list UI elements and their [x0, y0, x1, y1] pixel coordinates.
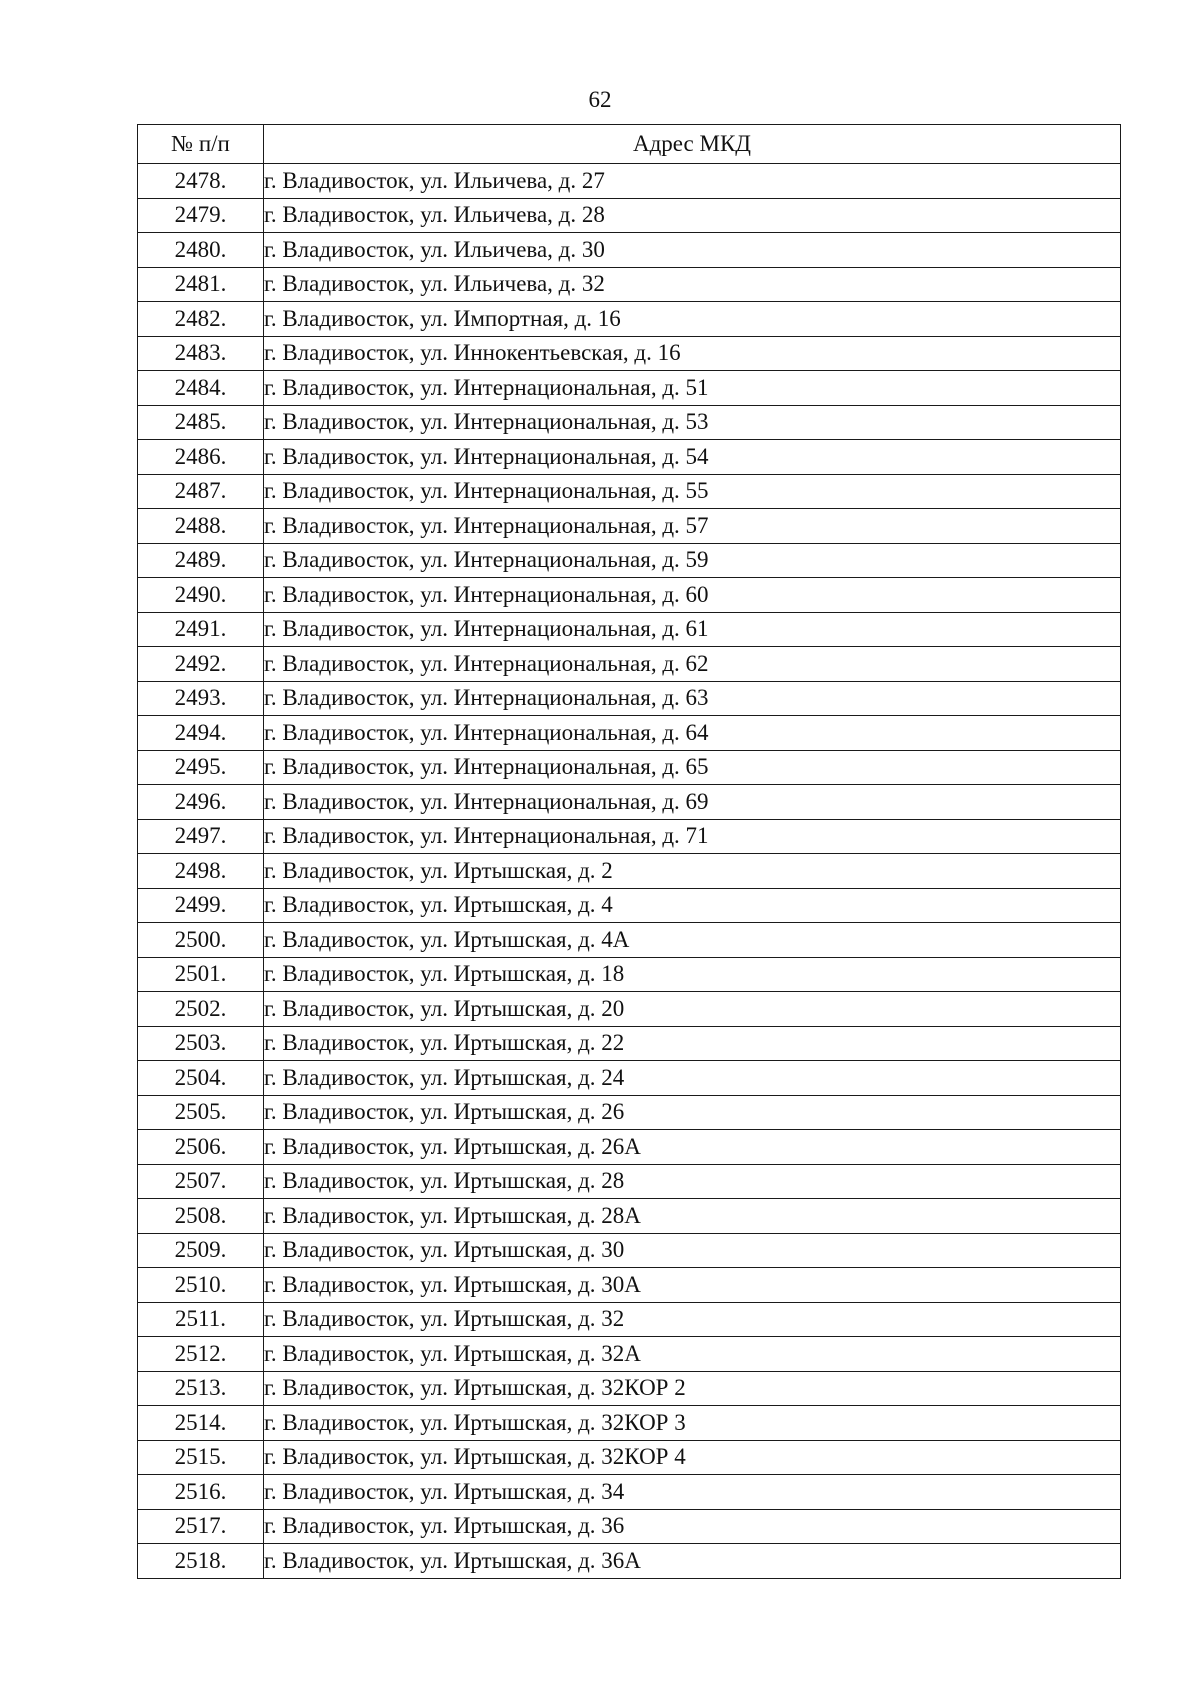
- row-number: 2497.: [138, 819, 264, 854]
- row-number: 2486.: [138, 440, 264, 475]
- row-number: 2514.: [138, 1406, 264, 1441]
- row-address: г. Владивосток, ул. Ильичева, д. 28: [264, 198, 1121, 233]
- table-row: [138, 1095, 1121, 1130]
- row-address: г. Владивосток, ул. Иртышская, д. 20: [264, 992, 1121, 1027]
- row-number: 2511.: [138, 1302, 264, 1337]
- row-address: г. Владивосток, ул. Ильичева, д. 32: [264, 267, 1121, 302]
- table-row: [138, 1233, 1121, 1268]
- table-row: [138, 1026, 1121, 1061]
- row-number: 2491.: [138, 612, 264, 647]
- table-row: [138, 1061, 1121, 1096]
- table-row: [138, 233, 1121, 268]
- row-address: г. Владивосток, ул. Иртышская, д. 22: [264, 1026, 1121, 1061]
- row-address: г. Владивосток, ул. Интернациональная, д. 64: [264, 716, 1121, 751]
- row-address: г. Владивосток, ул. Иртышская, д. 18: [264, 957, 1121, 992]
- row-address: г. Владивосток, ул. Иртышская, д. 32А: [264, 1337, 1121, 1372]
- table-header: [138, 125, 1121, 164]
- table-row: [138, 1130, 1121, 1165]
- row-number: 2496.: [138, 785, 264, 820]
- row-address: г. Владивосток, ул. Интернациональная, д. 71: [264, 819, 1121, 854]
- table-row: [138, 440, 1121, 475]
- row-number: 2512.: [138, 1337, 264, 1372]
- table-row: [138, 681, 1121, 716]
- row-address: г. Владивосток, ул. Иртышская, д. 32: [264, 1302, 1121, 1337]
- row-address: г. Владивосток, ул. Интернациональная, д. 62: [264, 647, 1121, 682]
- row-number: 2479.: [138, 198, 264, 233]
- row-number: 2502.: [138, 992, 264, 1027]
- row-address: г. Владивосток, ул. Ильичева, д. 27: [264, 164, 1121, 199]
- row-number: 2487.: [138, 474, 264, 509]
- row-number: 2483.: [138, 336, 264, 371]
- table-row: [138, 1371, 1121, 1406]
- table-row: [138, 1406, 1121, 1441]
- row-address: г. Владивосток, ул. Иртышская, д. 34: [264, 1475, 1121, 1510]
- table-row: [138, 957, 1121, 992]
- row-number: 2505.: [138, 1095, 264, 1130]
- table-row: [138, 198, 1121, 233]
- row-number: 2493.: [138, 681, 264, 716]
- row-address: г. Владивосток, ул. Интернациональная, д. 54: [264, 440, 1121, 475]
- row-number: 2482.: [138, 302, 264, 337]
- header-number: № п/п: [138, 125, 264, 164]
- row-address: г. Владивосток, ул. Импортная, д. 16: [264, 302, 1121, 337]
- table-body: [138, 164, 1121, 1579]
- row-address: г. Владивосток, ул. Интернациональная, д. 51: [264, 371, 1121, 406]
- row-number: 2508.: [138, 1199, 264, 1234]
- row-address: г. Владивосток, ул. Иртышская, д. 30: [264, 1233, 1121, 1268]
- row-number: 2507.: [138, 1164, 264, 1199]
- table-row: [138, 888, 1121, 923]
- row-address: г. Владивосток, ул. Интернациональная, д. 59: [264, 543, 1121, 578]
- row-address: г. Владивосток, ул. Иртышская, д. 32КОР 3: [264, 1406, 1121, 1441]
- row-number: 2499.: [138, 888, 264, 923]
- row-number: 2500.: [138, 923, 264, 958]
- page-number: 62: [588, 87, 612, 112]
- row-number: 2480.: [138, 233, 264, 268]
- row-address: г. Владивосток, ул. Иртышская, д. 2: [264, 854, 1121, 889]
- table-row: [138, 302, 1121, 337]
- table-row: [138, 854, 1121, 889]
- row-address: г. Владивосток, ул. Иннокентьевская, д. 16: [264, 336, 1121, 371]
- row-number: 2506.: [138, 1130, 264, 1165]
- table-row: [138, 1164, 1121, 1199]
- row-number: 2484.: [138, 371, 264, 406]
- header-address: Адрес МКД: [264, 125, 1121, 164]
- table-row: [138, 1509, 1121, 1544]
- table-row: [138, 1544, 1121, 1579]
- row-address: г. Владивосток, ул. Иртышская, д. 4А: [264, 923, 1121, 958]
- row-number: 2489.: [138, 543, 264, 578]
- table-row: [138, 1302, 1121, 1337]
- row-number: 2515.: [138, 1440, 264, 1475]
- table-row: [138, 371, 1121, 406]
- table-row: [138, 612, 1121, 647]
- table-row: [138, 785, 1121, 820]
- table-row: [138, 267, 1121, 302]
- row-address: г. Владивосток, ул. Интернациональная, д. 57: [264, 509, 1121, 544]
- table-row: [138, 923, 1121, 958]
- row-address: г. Владивосток, ул. Интернациональная, д. 53: [264, 405, 1121, 440]
- row-address: г. Владивосток, ул. Интернациональная, д. 65: [264, 750, 1121, 785]
- row-number: 2485.: [138, 405, 264, 440]
- row-number: 2504.: [138, 1061, 264, 1096]
- row-address: г. Владивосток, ул. Ильичева, д. 30: [264, 233, 1121, 268]
- table-row: [138, 164, 1121, 199]
- row-address: г. Владивосток, ул. Интернациональная, д. 55: [264, 474, 1121, 509]
- row-number: 2490.: [138, 578, 264, 613]
- row-address: г. Владивосток, ул. Иртышская, д. 36: [264, 1509, 1121, 1544]
- row-address: г. Владивосток, ул. Иртышская, д. 4: [264, 888, 1121, 923]
- row-number: 2492.: [138, 647, 264, 682]
- table-row: [138, 647, 1121, 682]
- row-address: г. Владивосток, ул. Иртышская, д. 28А: [264, 1199, 1121, 1234]
- address-table: [137, 124, 1121, 1579]
- row-number: 2516.: [138, 1475, 264, 1510]
- row-number: 2498.: [138, 854, 264, 889]
- row-address: г. Владивосток, ул. Иртышская, д. 28: [264, 1164, 1121, 1199]
- table-row: [138, 405, 1121, 440]
- row-address: г. Владивосток, ул. Иртышская, д. 26: [264, 1095, 1121, 1130]
- table-row: [138, 716, 1121, 751]
- table-row: [138, 819, 1121, 854]
- row-address: г. Владивосток, ул. Иртышская, д. 32КОР 4: [264, 1440, 1121, 1475]
- row-number: 2488.: [138, 509, 264, 544]
- row-address: г. Владивосток, ул. Интернациональная, д. 61: [264, 612, 1121, 647]
- row-address: г. Владивосток, ул. Иртышская, д. 36А: [264, 1544, 1121, 1579]
- row-number: 2510.: [138, 1268, 264, 1303]
- row-address: г. Владивосток, ул. Интернациональная, д. 69: [264, 785, 1121, 820]
- row-number: 2509.: [138, 1233, 264, 1268]
- table-row: [138, 578, 1121, 613]
- row-number: 2481.: [138, 267, 264, 302]
- row-address: г. Владивосток, ул. Интернациональная, д. 63: [264, 681, 1121, 716]
- row-address: г. Владивосток, ул. Иртышская, д. 30А: [264, 1268, 1121, 1303]
- row-number: 2518.: [138, 1544, 264, 1579]
- table-row: [138, 992, 1121, 1027]
- table-row: [138, 1337, 1121, 1372]
- row-number: 2494.: [138, 716, 264, 751]
- table-row: [138, 336, 1121, 371]
- table-row: [138, 474, 1121, 509]
- row-address: г. Владивосток, ул. Иртышская, д. 32КОР 2: [264, 1371, 1121, 1406]
- row-address: г. Владивосток, ул. Интернациональная, д. 60: [264, 578, 1121, 613]
- table-row: [138, 1199, 1121, 1234]
- table-row: [138, 750, 1121, 785]
- table-row: [138, 1440, 1121, 1475]
- row-number: 2517.: [138, 1509, 264, 1544]
- table-row: [138, 543, 1121, 578]
- row-address: г. Владивосток, ул. Иртышская, д. 24: [264, 1061, 1121, 1096]
- row-address: г. Владивосток, ул. Иртышская, д. 26А: [264, 1130, 1121, 1165]
- row-number: 2513.: [138, 1371, 264, 1406]
- row-number: 2503.: [138, 1026, 264, 1061]
- table-row: [138, 1475, 1121, 1510]
- row-number: 2495.: [138, 750, 264, 785]
- row-number: 2501.: [138, 957, 264, 992]
- table-row: [138, 1268, 1121, 1303]
- table-row: [138, 509, 1121, 544]
- row-number: 2478.: [138, 164, 264, 199]
- table-header-row: [138, 125, 1121, 164]
